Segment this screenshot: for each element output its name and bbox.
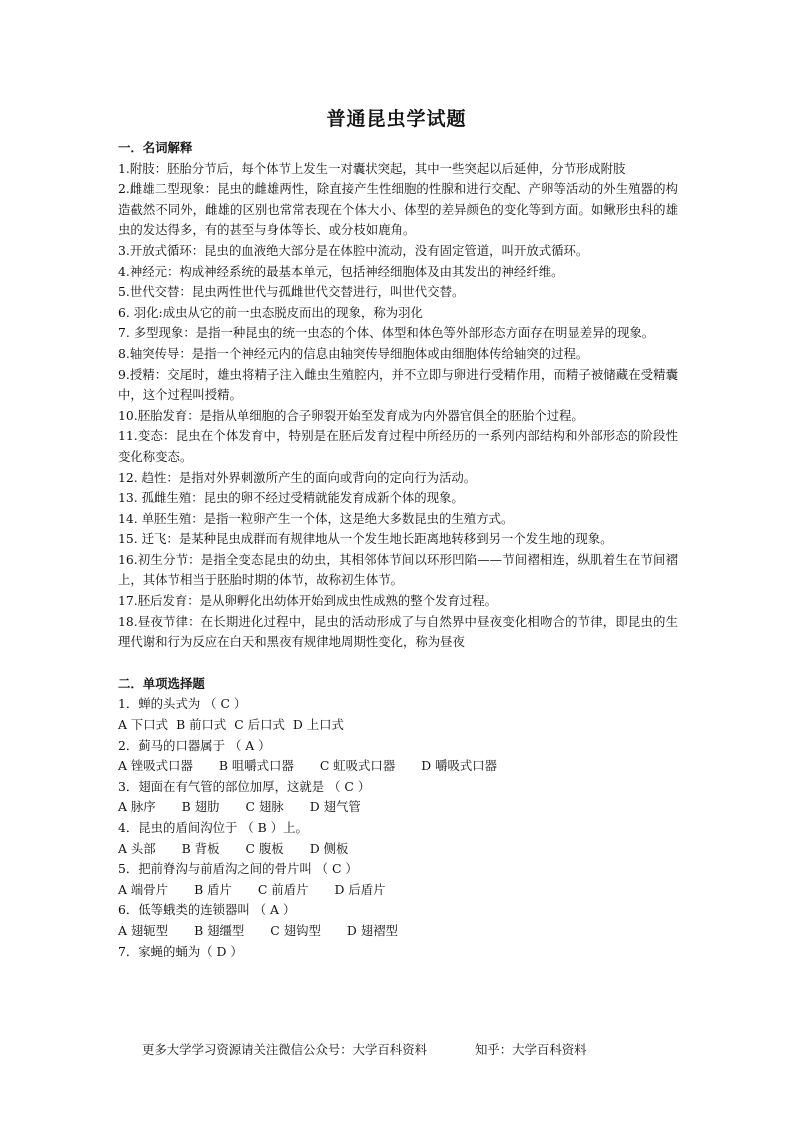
option-item: B 前口式 xyxy=(176,717,227,733)
question-options xyxy=(118,756,678,777)
option-item: D 翅气管 xyxy=(309,799,361,815)
option-item: C 前盾片 xyxy=(257,881,309,897)
option-item: D 上口式 xyxy=(292,717,344,733)
option-item: B 咀嚼式口器 xyxy=(218,758,294,774)
option-item: C 虹吸式口器 xyxy=(319,758,396,774)
definition-item: 12. 趋性：是指对外界刺激所产生的面向或背向的定向行为活动。 xyxy=(118,469,477,485)
question-text: 5．把前脊沟与前盾沟之间的骨片叫 （ C ） xyxy=(118,861,358,877)
option-item: C 翅脉 xyxy=(245,799,284,815)
footer-zhihu-note: 知乎：大学百科资料 xyxy=(474,1042,587,1057)
definition-item: 6. 羽化:成虫从它的前一虫态脱皮而出的现象，称为羽化 xyxy=(118,304,423,320)
definition-item: 9.授精：交尾时，雄虫将精子注入雌虫生殖腔内，并不立即与卵进行受精作用，而精子被储藏在受精囊中，这个过程叫授精。 xyxy=(118,366,678,403)
option-item: A 锉吸式口器 xyxy=(118,758,193,774)
section-heading-definitions: 一．名词解释 xyxy=(118,140,193,155)
question-options xyxy=(118,921,678,942)
option-item: D 后盾片 xyxy=(334,881,386,897)
document-body xyxy=(118,138,678,962)
option-item: B 盾片 xyxy=(194,881,232,897)
option-item: A 脉序 xyxy=(118,799,156,815)
section-heading-choice: 二．单项选择题 xyxy=(118,675,205,691)
definition-item: 3.开放式循环：昆虫的血液绝大部分是在体腔中流动，没有固定管道，叫开放式循环。 xyxy=(118,242,589,258)
option-item: C 翅钩型 xyxy=(270,922,321,938)
option-item: C 腹板 xyxy=(245,840,284,856)
option-item: A 头部 xyxy=(118,840,156,856)
page-title: 普通昆虫学试题 xyxy=(326,108,467,130)
definition-item: 10.胚胎发育：是指从单细胞的合子卵裂开始至发育成为内外器官俱全的胚胎个过程。 xyxy=(118,407,584,423)
question-text: 2．蓟马的口器属于 （ A ） xyxy=(118,737,271,753)
option-item: B 翅缰型 xyxy=(194,922,245,938)
question-options xyxy=(118,839,678,860)
question-options xyxy=(118,715,678,736)
definitions-list xyxy=(118,159,678,653)
definition-item: 18.昼夜节律：在长期进化过程中，昆虫的活动形成了与自然界中昼夜变化相吻合的节律，即昆虫的生理代谢和行为反应在白天和黑夜有规律地周期性变化，称为昼夜 xyxy=(118,613,678,650)
question-options xyxy=(118,797,678,818)
question-text: 4．昆虫的盾间沟位于 （ B ）上。 xyxy=(118,820,308,835)
option-item: A 端骨片 xyxy=(118,881,169,897)
definition-item: 4.神经元：构成神经系统的最基本单元，包括神经细胞体及由其发出的神经纤维。 xyxy=(118,263,564,279)
question-options xyxy=(118,880,678,901)
option-item: D 侧板 xyxy=(309,840,349,856)
option-item: D 翅褶型 xyxy=(346,922,398,938)
definition-item: 13. 孤雌生殖：昆虫的卵不经过受精就能发育成新个体的现象。 xyxy=(118,490,464,506)
option-item: D 嚼吸式口器 xyxy=(421,758,498,774)
definition-item: 7. 多型现象：是指一种昆虫的统一虫态的个体、体型和体色等外部形态方面存在明显差异的现象。 xyxy=(118,325,655,341)
question-text: 7．家蝇的蛹为（ D ） xyxy=(118,943,243,959)
page-footer xyxy=(142,1040,702,1058)
option-item: B 背板 xyxy=(181,840,220,856)
definition-item: 14. 单胚生殖：是指一粒卵产生一个体，这是绝大多数昆虫的生殖方式。 xyxy=(118,510,514,526)
definition-item: 8.轴突传导：是指一个神经元内的信息由轴突传导细胞体或由细胞体传给轴突的过程。 xyxy=(118,345,589,361)
choice-question-list xyxy=(118,694,678,962)
question-text: 1．蝉的头式为 （ C ） xyxy=(118,696,247,712)
option-item: B 翅肋 xyxy=(181,799,220,815)
footer-wechat-note: 更多大学学习资源请关注微信公众号：大学百科资料 xyxy=(142,1042,427,1057)
definition-item: 5.世代交替：昆虫两性世代与孤雌世代交替进行，叫世代交替。 xyxy=(118,284,465,300)
section-spacer xyxy=(118,653,678,674)
definition-item: 11.变态：昆虫在个体发育中，特别是在胚后发育过程中所经历的一系列内部结构和外部形态的阶段性变化称变态。 xyxy=(118,428,678,464)
definition-item: 17.胚后发育：是从卵孵化出幼体开始到成虫性成熟的整个发育过程。 xyxy=(118,593,498,609)
question-text: 3．翅面在有气管的部位加厚，这就是 （ C ） xyxy=(118,778,371,794)
definition-item: 16.初生分节：是指全变态昆虫的幼虫，其相邻体节间以环形凹陷——节间褶相连，纵肌着生在节间褶上，其体节相当于胚胎时期的体节，故称初生体节。 xyxy=(118,551,678,588)
option-item: A 翅轭型 xyxy=(118,922,169,938)
definition-item: 15. 迁飞：是某种昆虫成群而有规律地从一个发生地长距离地转移到另一个发生地的现象。 xyxy=(118,531,613,547)
option-item: C 后口式 xyxy=(234,717,285,733)
definition-item: 1.附肢：胚胎分节后，每个体节上发生一对囊状突起，其中一些突起以后延伸，分节形成附肢 xyxy=(118,160,626,176)
option-item: A 下口式 xyxy=(118,717,169,733)
definition-item: 2.雌雄二型现象：昆虫的雌雄两性，除直接产生性细胞的性腺和进行交配、产卵等活动的外生殖器的构造截然不同外，雌雄的区别也常常表现在个体大小、体型的差异颜色的变化等到方面。如鳅形虫科的雄虫的发达得多，有的甚至与身体等长、或分枝如鹿角。 xyxy=(118,181,678,238)
question-text: 6．低等蛾类的连锁器叫 （ A ） xyxy=(118,902,296,918)
